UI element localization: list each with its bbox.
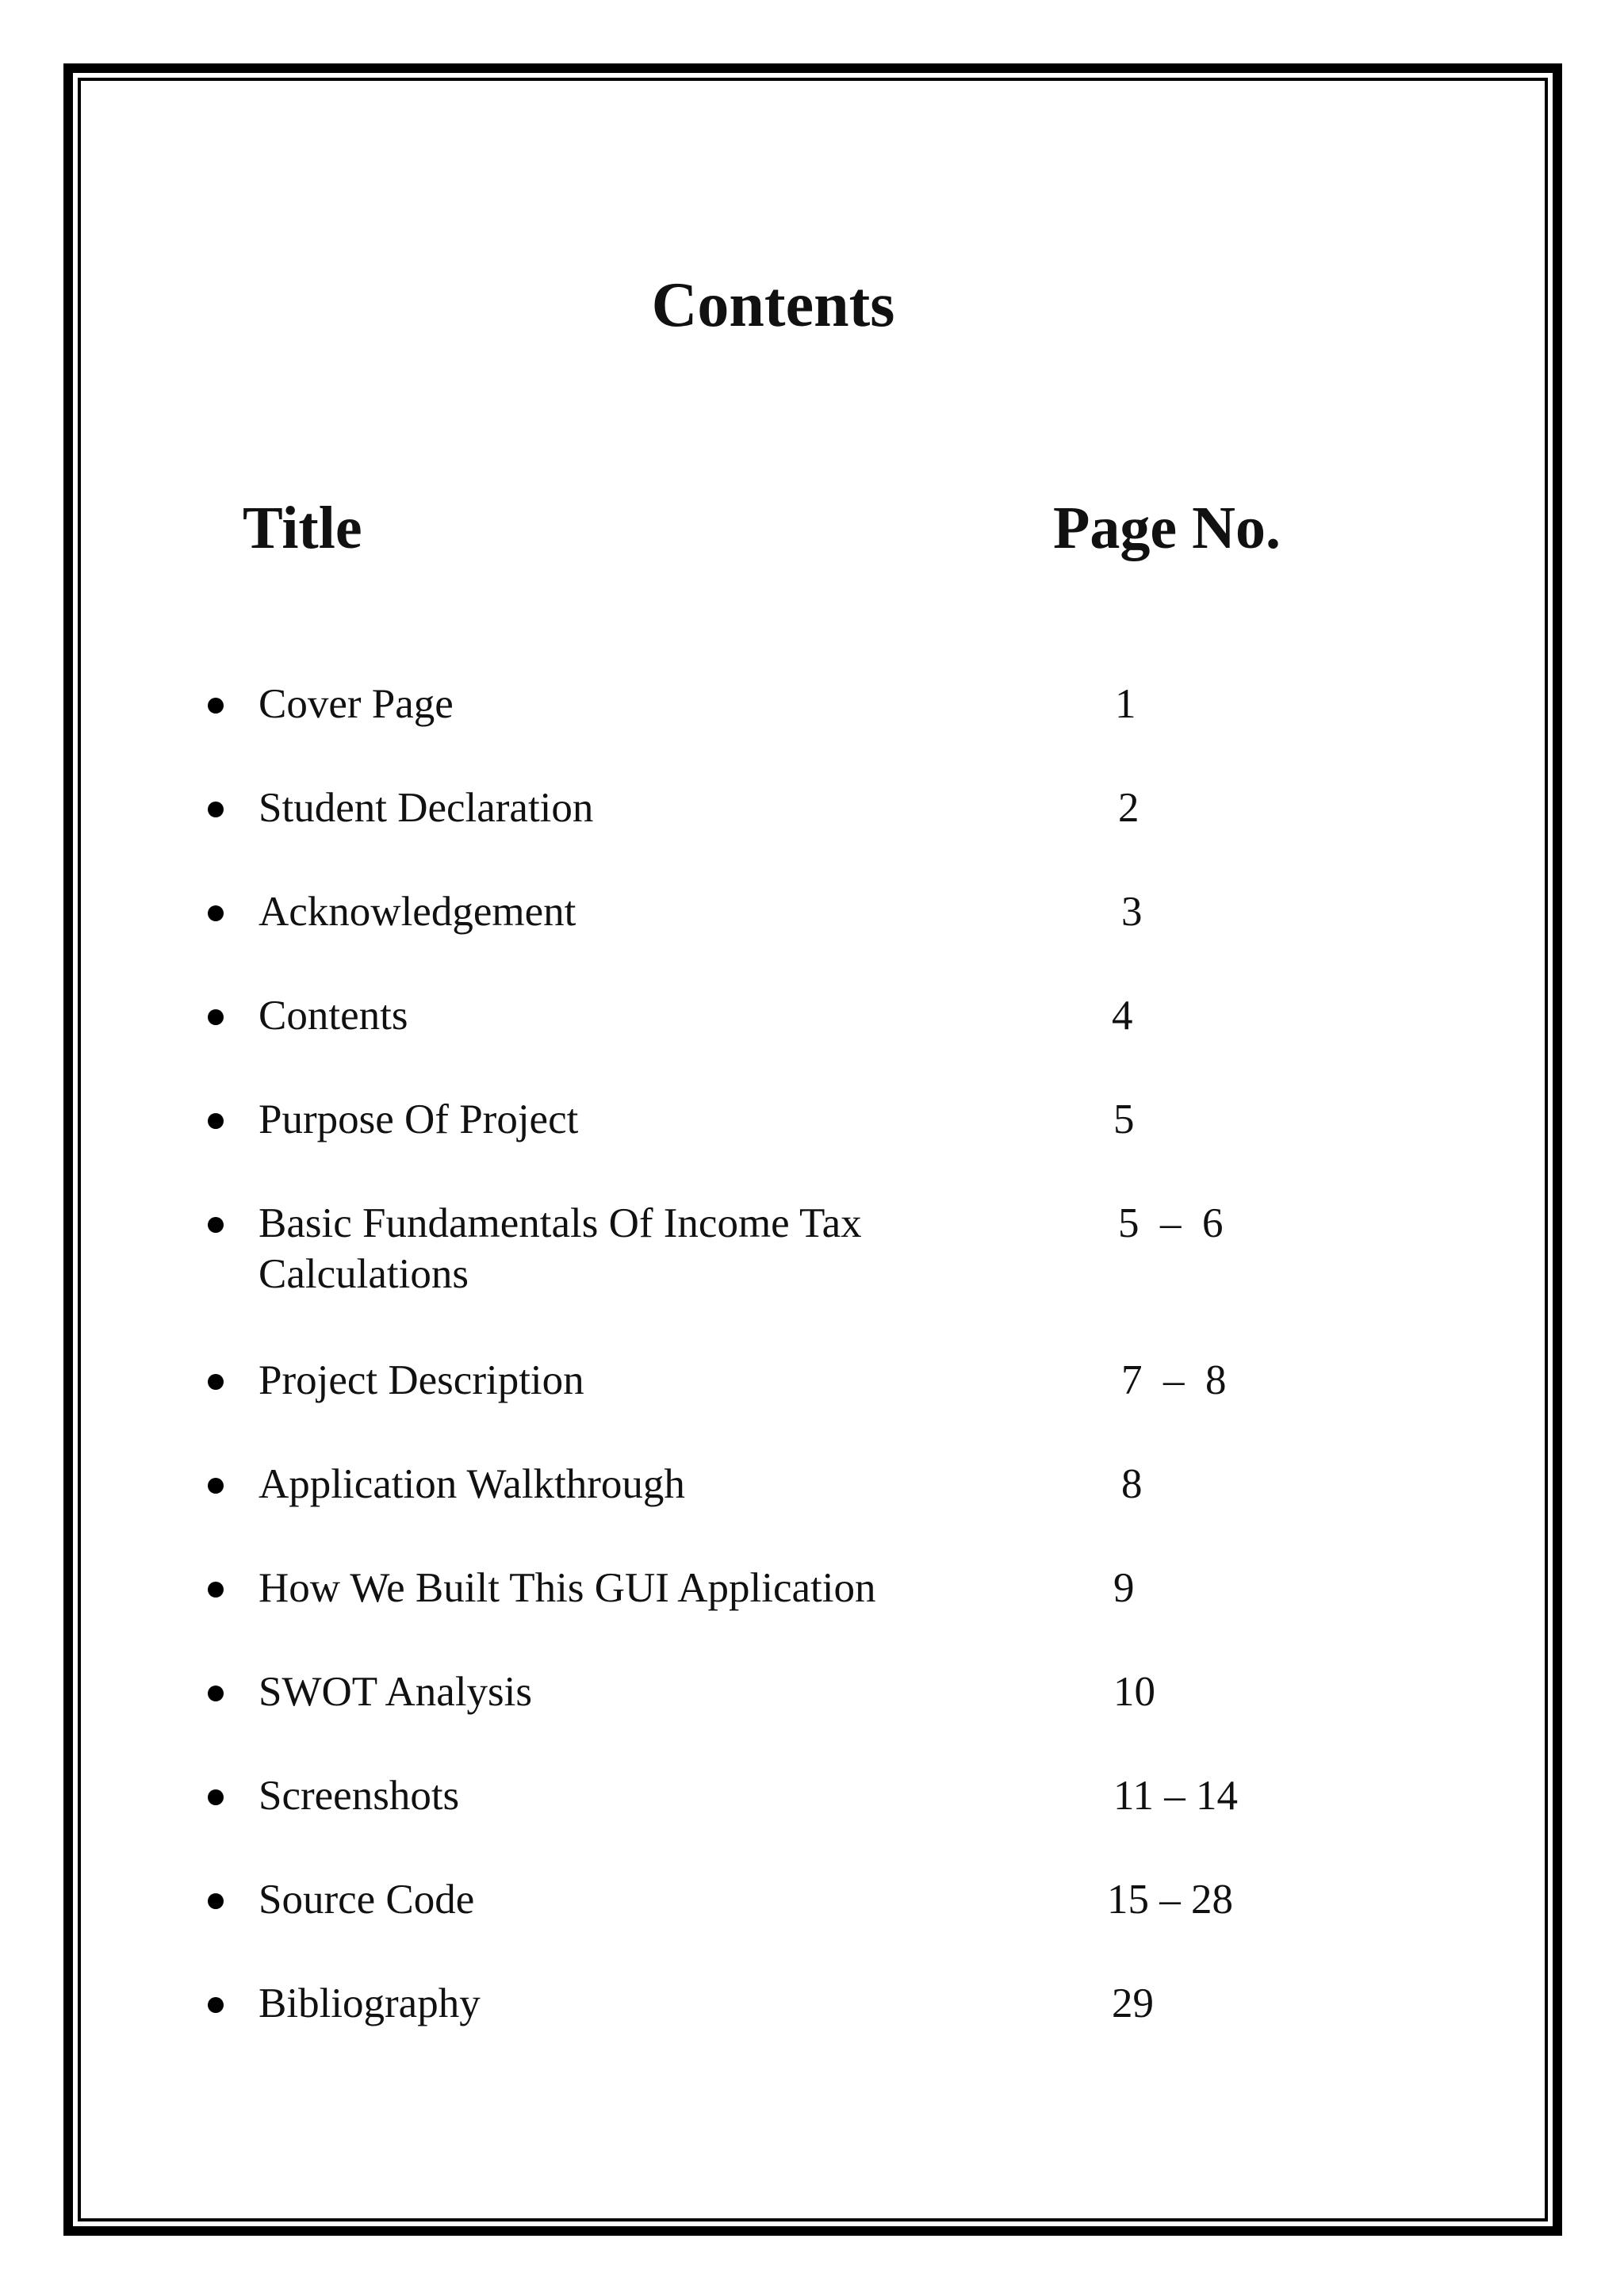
toc-entry-title: Application Walkthrough [259, 1461, 685, 1507]
toc-entry-title: Screenshots [259, 1773, 460, 1819]
bullet-icon [208, 1997, 224, 2013]
toc-entry-application-walkthrough [0, 1459, 1624, 1514]
toc-entry-source-code [0, 1874, 1624, 1930]
toc-entry-page: 5 [1113, 1096, 1135, 1142]
toc-entry-title: Contents [259, 993, 408, 1039]
column-header-title: Title [243, 495, 362, 561]
toc-entry-title: Basic Fundamentals Of Income Tax [259, 1200, 862, 1246]
toc-entry-page: 8 [1121, 1461, 1143, 1507]
toc-entry-page: 7 – 8 [1121, 1357, 1227, 1403]
toc-entry-page: 4 [1112, 993, 1133, 1039]
bullet-icon [208, 1582, 224, 1598]
toc-entry-title: Purpose Of Project [259, 1096, 579, 1142]
toc-entry-title: Cover Page [259, 681, 454, 727]
toc-entry-student-declaration [0, 783, 1624, 838]
bullet-icon [208, 802, 224, 817]
toc-entry-project-description [0, 1355, 1624, 1410]
bullet-icon [208, 1217, 224, 1233]
toc-entry-title: SWOT Analysis [259, 1669, 533, 1715]
column-header-page-no: Page No. [1053, 495, 1281, 561]
bullet-icon [208, 1686, 224, 1701]
toc-entry-title-continued: Calculations [259, 1251, 469, 1297]
toc-entry-page: 9 [1113, 1565, 1135, 1611]
toc-entry-page: 1 [1115, 681, 1136, 727]
toc-entry-title: Student Declaration [259, 785, 594, 831]
toc-entry-basic-fundamentals [0, 1198, 1624, 1304]
bullet-icon [208, 1789, 224, 1805]
bullet-icon [208, 1478, 224, 1494]
bullet-icon [208, 698, 224, 714]
toc-entry-title: Project Description [259, 1357, 584, 1403]
toc-entry-cover-page [0, 679, 1624, 734]
bullet-icon [208, 905, 224, 921]
bullet-icon [208, 1009, 224, 1025]
toc-entry-title: How We Built This GUI Application [259, 1565, 876, 1611]
toc-entry-swot-analysis [0, 1667, 1624, 1722]
toc-entry-page: 29 [1112, 1980, 1154, 2026]
toc-entry-title: Source Code [259, 1877, 475, 1923]
toc-entry-page: 15 – 28 [1107, 1877, 1233, 1923]
toc-entry-page: 2 [1118, 785, 1139, 831]
toc-entry-contents [0, 990, 1624, 1046]
toc-entry-page: 3 [1121, 889, 1143, 935]
toc-entry-page: 10 [1113, 1669, 1155, 1715]
bullet-icon [208, 1893, 224, 1909]
toc-entry-page: 5 – 6 [1118, 1200, 1224, 1246]
toc-entry-how-we-built [0, 1563, 1624, 1618]
toc-entry-acknowledgement [0, 886, 1624, 942]
toc-entry-page: 11 – 14 [1113, 1773, 1239, 1819]
toc-entry-purpose-of-project [0, 1094, 1624, 1150]
bullet-icon [208, 1374, 224, 1390]
toc-entry-title: Bibliography [259, 1980, 481, 2026]
page-title: Contents [651, 270, 895, 340]
toc-entry-screenshots [0, 1770, 1624, 1826]
toc-entry-bibliography [0, 1978, 1624, 2034]
bullet-icon [208, 1113, 224, 1129]
toc-entry-title: Acknowledgement [259, 889, 576, 935]
